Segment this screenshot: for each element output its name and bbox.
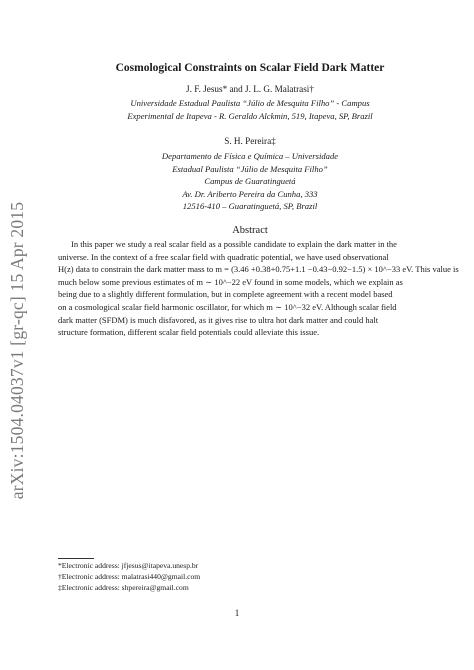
affiliation-2-line: Estadual Paulista “Júlio de Mesquita Filho” [172,163,328,174]
affiliation-1-line: Experimental de Itapeva - R. Geraldo Alckmin, 519, Itapeva, SP, Brazil [127,110,373,121]
footnote-email-pereira[interactable]: ‡Electronic address: shpereira@gmail.com [58,583,189,592]
abstract-line: structure formation, different scalar field potentials could alleviate this issue. [58,327,320,338]
abstract-line: universe. In the context of a free scalar field with quadratic potential, we have used observational [58,251,389,262]
footnotes [58,560,418,593]
abstract-heading: Abstract [232,225,268,236]
paper-title: Cosmological Constraints on Scalar Field Dark Matter [115,62,385,74]
abstract-line: dark matter (SFDM) is much disfavored, as it gives rise to ultra hot dark matter and could halt [58,314,379,325]
footnote-rule [58,558,94,559]
arxiv-stamp [6,200,30,500]
author-line-2: S. H. Pereira‡ [224,136,276,146]
affiliation-2-line: 12516-410 – Guaratinguetá, SP, Brazil [182,201,318,211]
affiliation-2-line: Departamento de Física e Química – Universidade [161,151,339,161]
affiliation-1 [60,97,440,122]
affiliation-2-line: Av. Dr. Ariberto Pereira da Cunha, 333 [182,188,318,199]
footnote-email-malatrasi[interactable]: †Electronic address: malatrasi440@gmail.com [58,572,201,581]
affiliation-2-line: Campus de Guaratinguetá [204,176,296,186]
abstract-line: on a cosmological scalar field harmonic oscillator, for which m ∼ 10^−32 eV. Although scalar field [58,301,397,312]
abstract-line: H(z) data to constrain the dark matter mass to m = (3.46 +0.38+0.75+1.1 −0.43−0.92−1.5) × 10^−33 eV. This value is [58,264,459,275]
arxiv-id[interactable]: arXiv:1504.04037v1 [gr-qc] 15 Apr 2015 [7,201,28,499]
affiliation-2 [60,150,440,213]
abstract-line: being due to a slightly different formulation, but in complete agreement with a recent model based [58,289,393,300]
abstract-line: In this paper we study a real scalar field as a possible candidate to explain the dark matter in the [71,239,397,249]
page-number: 1 [234,608,240,618]
author-line-1: J. F. Jesus* and J. L. G. Malatrasi† [186,84,314,94]
footnote-email-jesus[interactable]: *Electronic address: jfjesus@itapeva.unesp.br [58,561,199,570]
abstract-line: much below some previous estimates of m ∼ 10^−22 eV found in some models, which we explain as [58,276,403,287]
affiliation-1-line: Universidade Estadual Paulista “Júlio de Mesquita Filho” - Campus [130,98,370,108]
abstract-body [58,238,459,339]
